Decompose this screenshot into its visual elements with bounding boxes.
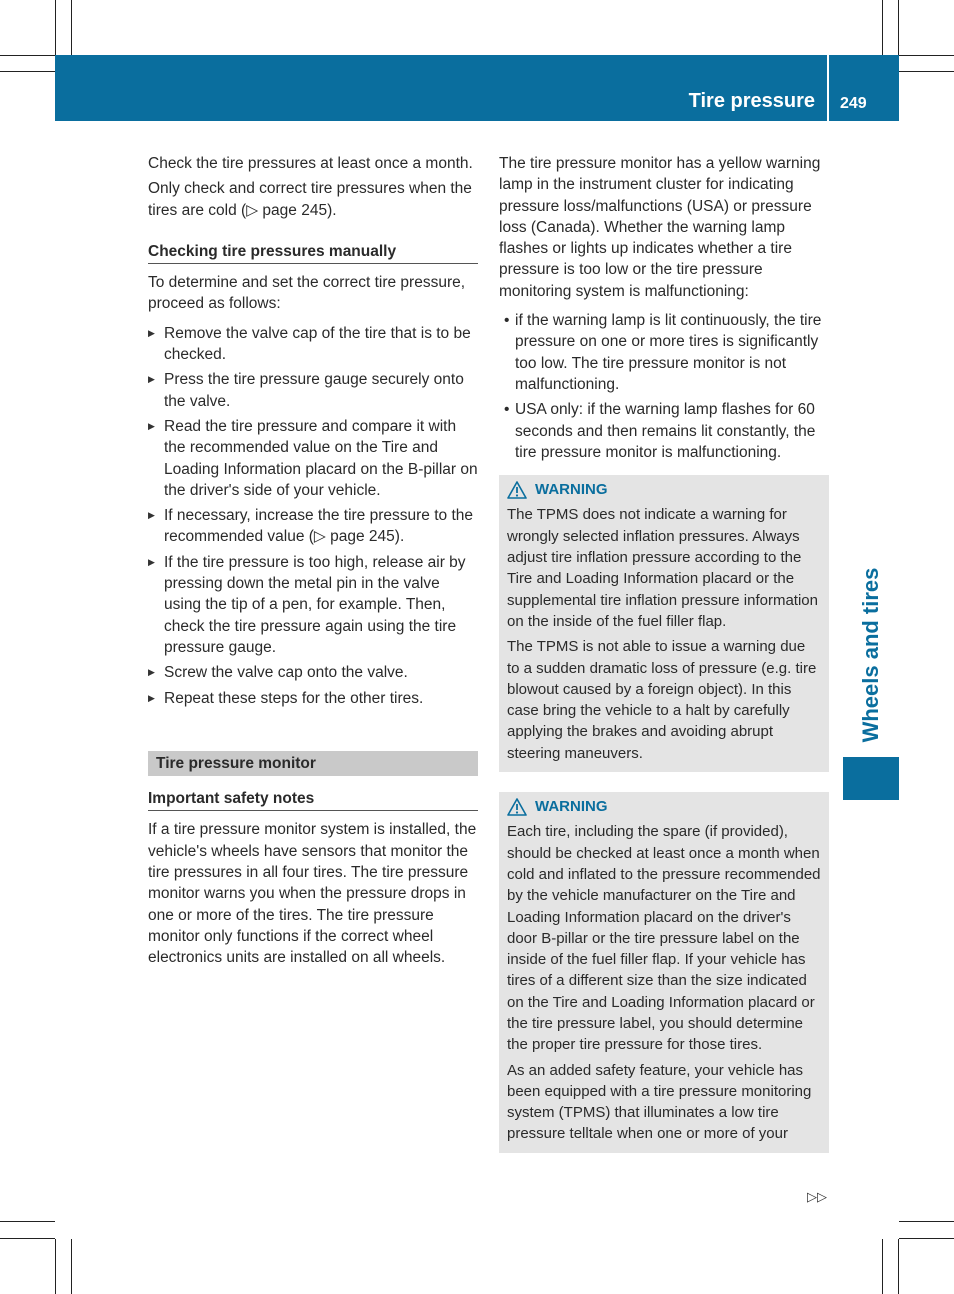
right-column xyxy=(499,153,829,1153)
step-item: ▶ Press the tire pressure gauge securely onto the valve. xyxy=(148,369,478,412)
side-tab xyxy=(843,757,899,800)
bullet-list xyxy=(499,310,829,463)
manual-intro: To determine and set the correct tire pressure, proceed as follows: xyxy=(148,274,466,313)
step-item: ▶ If the tire pressure is too high, release air by pressing down the metal pin in the valve using the tip of a pen, for example. Then, check the tire pressure again using the tire pressure gauge. xyxy=(148,552,478,658)
step-item: ▶ If necessary, increase the tire pressure to the recommended value (▷ page 245). xyxy=(148,505,478,548)
manual-check-heading: Checking tire pressures manually xyxy=(148,241,478,264)
warning-box xyxy=(499,475,829,772)
intro-paragraph: Only check and correct tire pressures when the tires are cold (▷ page 245). xyxy=(148,180,472,219)
crop-mark xyxy=(0,71,55,72)
crop-mark xyxy=(899,1238,954,1239)
warning-paragraph: Each tire, including the spare (if provided), should be checked at least once a month when cold and inflated to the pressure recommended by the vehicle manufacturer on the Tire and Loading Information placard on the driver's door B-pillar or the tire pressure label on the inside of the fuel filler flap. If your vehicle has tires of a different size than the size indicated on the Tire and Loading Information placard or the tire pressure label, you should determine the proper tire pressure for those tires. xyxy=(507,823,821,1054)
warning-triangle-icon xyxy=(507,798,527,816)
crop-mark xyxy=(899,55,954,56)
crop-mark xyxy=(0,1238,55,1239)
crop-mark xyxy=(55,0,56,55)
header-title: Tire pressure xyxy=(688,90,815,112)
crop-mark xyxy=(882,1239,883,1294)
crop-mark xyxy=(898,0,899,55)
side-tab-label: Wheels and tires xyxy=(858,567,883,743)
crop-mark xyxy=(0,55,55,56)
bullet-item: • if the warning lamp is lit continuously, the tire pressure on one or more tires is significantly too low. The tire pressure monitor is not malfunctioning. xyxy=(499,310,829,395)
safety-notes-heading: Important safety notes xyxy=(148,788,478,811)
step-item: ▶ Remove the valve cap of the tire that is to be checked. xyxy=(148,323,478,366)
warning-triangle-icon xyxy=(507,481,527,499)
crop-mark xyxy=(71,0,72,55)
step-item: ▶ Screw the valve cap onto the valve. xyxy=(148,662,478,683)
left-column xyxy=(148,153,478,973)
warning-label: WARNING xyxy=(535,481,608,499)
header-divider xyxy=(827,55,829,121)
crop-mark xyxy=(71,1239,72,1294)
section-title-box: Tire pressure monitor xyxy=(148,751,478,776)
crop-mark xyxy=(898,1239,899,1294)
crop-mark xyxy=(899,71,954,72)
intro-paragraph: Check the tire pressures at least once a month. xyxy=(148,155,473,172)
crop-mark xyxy=(55,1239,56,1294)
crop-mark xyxy=(899,1221,954,1222)
step-list xyxy=(148,323,478,709)
crop-mark xyxy=(882,0,883,55)
warning-box xyxy=(499,792,829,1153)
step-item: ▶ Read the tire pressure and compare it with the recommended value on the Tire and Loading Information placard on the B-pillar on the driver's side of your vehicle. xyxy=(148,416,478,501)
step-item: ▶ Repeat these steps for the other tires. xyxy=(148,688,478,709)
warning-header xyxy=(507,796,821,817)
monitor-intro: The tire pressure monitor has a yellow warning lamp in the instrument cluster for indicating pressure loss/malfunctions (USA) or pressure loss (Canada). Whether the warning lamp flashes or lights up indicates whether a tire pressure is too low or the tire pressure monitoring system is malfunctioning: xyxy=(499,155,821,300)
continue-marker: ▷▷ xyxy=(807,1189,827,1204)
warning-paragraph: As an added safety feature, your vehicle has been equipped with a tire pressure monitoring system (TPMS) that illuminates a low tire pressure telltale when one or more of your xyxy=(507,1061,812,1143)
warning-paragraph: The TPMS is not able to issue a warning due to a sudden dramatic loss of pressure (e.g. tire blowout caused by a foreign object). In this case bring the vehicle to a halt by carefully applying the brakes and avoiding abrupt steering maneuvers. xyxy=(507,638,817,762)
crop-mark xyxy=(0,1221,55,1222)
warning-label: WARNING xyxy=(535,798,608,816)
warning-header xyxy=(507,479,821,500)
page-number: 249 xyxy=(840,95,867,112)
safety-paragraph: If a tire pressure monitor system is installed, the vehicle's wheels have sensors that monitor the tire pressures in all four tires. The tire pressure monitor warns you when the pressure drops in one or more of the tires. The tire pressure monitor only functions if the correct wheel electronics units are installed on all wheels. xyxy=(148,821,477,967)
warning-paragraph: The TPMS does not indicate a warning for wrongly selected inflation pressures. Always adjust tire inflation pressure according to the Tire and Loading Information placard or the supplemental tire inflation pressure information on the inside of the fuel filler flap. xyxy=(507,506,818,630)
bullet-item: • USA only: if the warning lamp flashes for 60 seconds and then remains lit constantly, the tire pressure monitor is malfunctioning. xyxy=(499,399,829,463)
